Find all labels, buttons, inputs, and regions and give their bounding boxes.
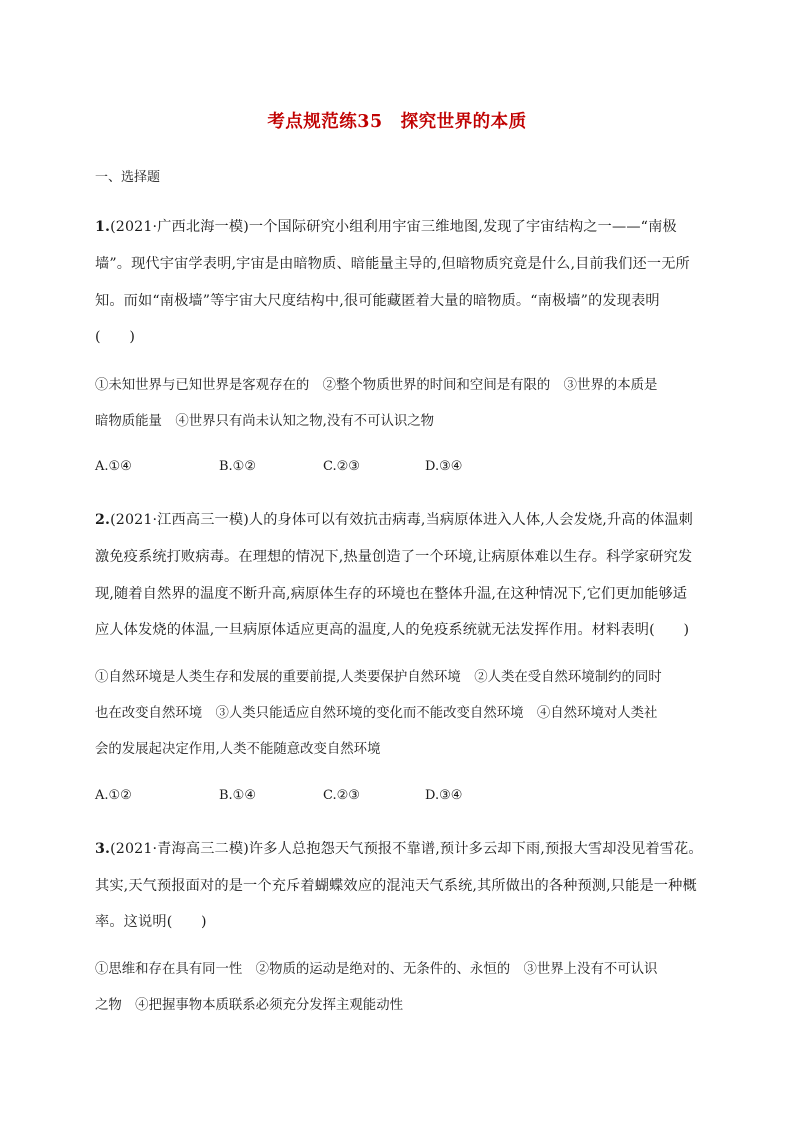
choice-d[interactable]: D.③④ bbox=[425, 459, 463, 474]
question-1-line-3: 知。而如“南极墙”等宇宙大尺度结构中,很可能藏匿着大量的暗物质。“南极墙”的发现表明 bbox=[95, 293, 660, 309]
question-number: 1. bbox=[95, 219, 111, 235]
section-heading: 一、选择题 bbox=[95, 170, 161, 185]
page-title: 考点规范练35 探究世界的本质 bbox=[267, 112, 527, 132]
question-3-line-2: 其实,天气预报面对的是一个充斥着蝴蝶效应的混沌天气系统,其所做出的各种预测,只能是一种概 bbox=[95, 878, 697, 894]
question-2-line-4: 应人体发烧的体温,一旦病原体适应更高的温度,人的免疫系统就无法发挥作用。材料表明( ) bbox=[95, 622, 690, 638]
question-2-statements-line-3: 会的发展起决定作用,人类不能随意改变自然环境 bbox=[95, 742, 381, 757]
question-number: 3. bbox=[95, 841, 111, 857]
choice-c[interactable]: C.②③ bbox=[323, 788, 360, 803]
question-2-stem-text: (2021·江西高三一模)人的身体可以有效抗击病毒,当病原体进入人体,人会发烧,升高的体温刺 bbox=[110, 512, 693, 528]
choice-b[interactable]: B.①④ bbox=[219, 788, 256, 803]
question-1-line-2: 墙”。现代宇宙学表明,宇宙是由暗物质、暗能量主导的,但暗物质究竟是什么,目前我们还一无所 bbox=[95, 256, 690, 272]
question-3-statements-line-2: 之物 ④把握事物本质联系必须充分发挥主观能动性 bbox=[95, 998, 403, 1013]
choice-b[interactable]: B.①② bbox=[219, 459, 256, 474]
question-2-statements-line-1: ①自然环境是人类生存和发展的重要前提,人类要保护自然环境 ②人类在受自然环境制约的同时 bbox=[95, 670, 662, 685]
choice-a[interactable]: A.①② bbox=[95, 788, 132, 803]
question-1-line-1 bbox=[95, 216, 677, 236]
question-2-line-3: 现,随着自然界的温度不断升高,病原体生存的环境也在整体升温,在这种情况下,它们更加能够适 bbox=[95, 586, 688, 602]
question-3-statements-line-1: ①思维和存在具有同一性 ②物质的运动是绝对的、无条件的、永恒的 ③世界上没有不可认识 bbox=[95, 962, 658, 977]
question-3-stem-text: (2021·青海高三二模)许多人总抱怨天气预报不靠谱,预计多云却下雨,预报大雪却没见着雪花。 bbox=[110, 841, 703, 857]
question-1-stem-text: (2021·广西北海一模)一个国际研究小组利用宇宙三维地图,发现了宇宙结构之一——“南极 bbox=[110, 219, 677, 235]
choice-a[interactable]: A.①④ bbox=[95, 459, 132, 474]
choice-d[interactable]: D.③④ bbox=[425, 788, 463, 803]
question-1-line-4: ( ) bbox=[95, 329, 136, 345]
question-1-statements-line-1: ①未知世界与已知世界是客观存在的 ②整个物质世界的时间和空间是有限的 ③世界的本质是 bbox=[95, 378, 658, 393]
question-3-line-3: 率。这说明( ) bbox=[95, 914, 207, 930]
question-3-line-1 bbox=[95, 838, 703, 858]
question-2-statements-line-2: 也在改变自然环境 ③人类只能适应自然环境的变化而不能改变自然环境 ④自然环境对人类社 bbox=[95, 706, 658, 721]
choice-c[interactable]: C.②③ bbox=[323, 459, 360, 474]
question-number: 2. bbox=[95, 512, 111, 528]
question-2-line-1 bbox=[95, 509, 693, 529]
question-1-statements-line-2: 暗物质能量 ④世界只有尚未认知之物,没有不可认识之物 bbox=[95, 414, 435, 429]
question-2-line-2: 激免疫系统打败病毒。在理想的情况下,热量创造了一个环境,让病原体难以生存。科学家研究发 bbox=[95, 549, 693, 565]
